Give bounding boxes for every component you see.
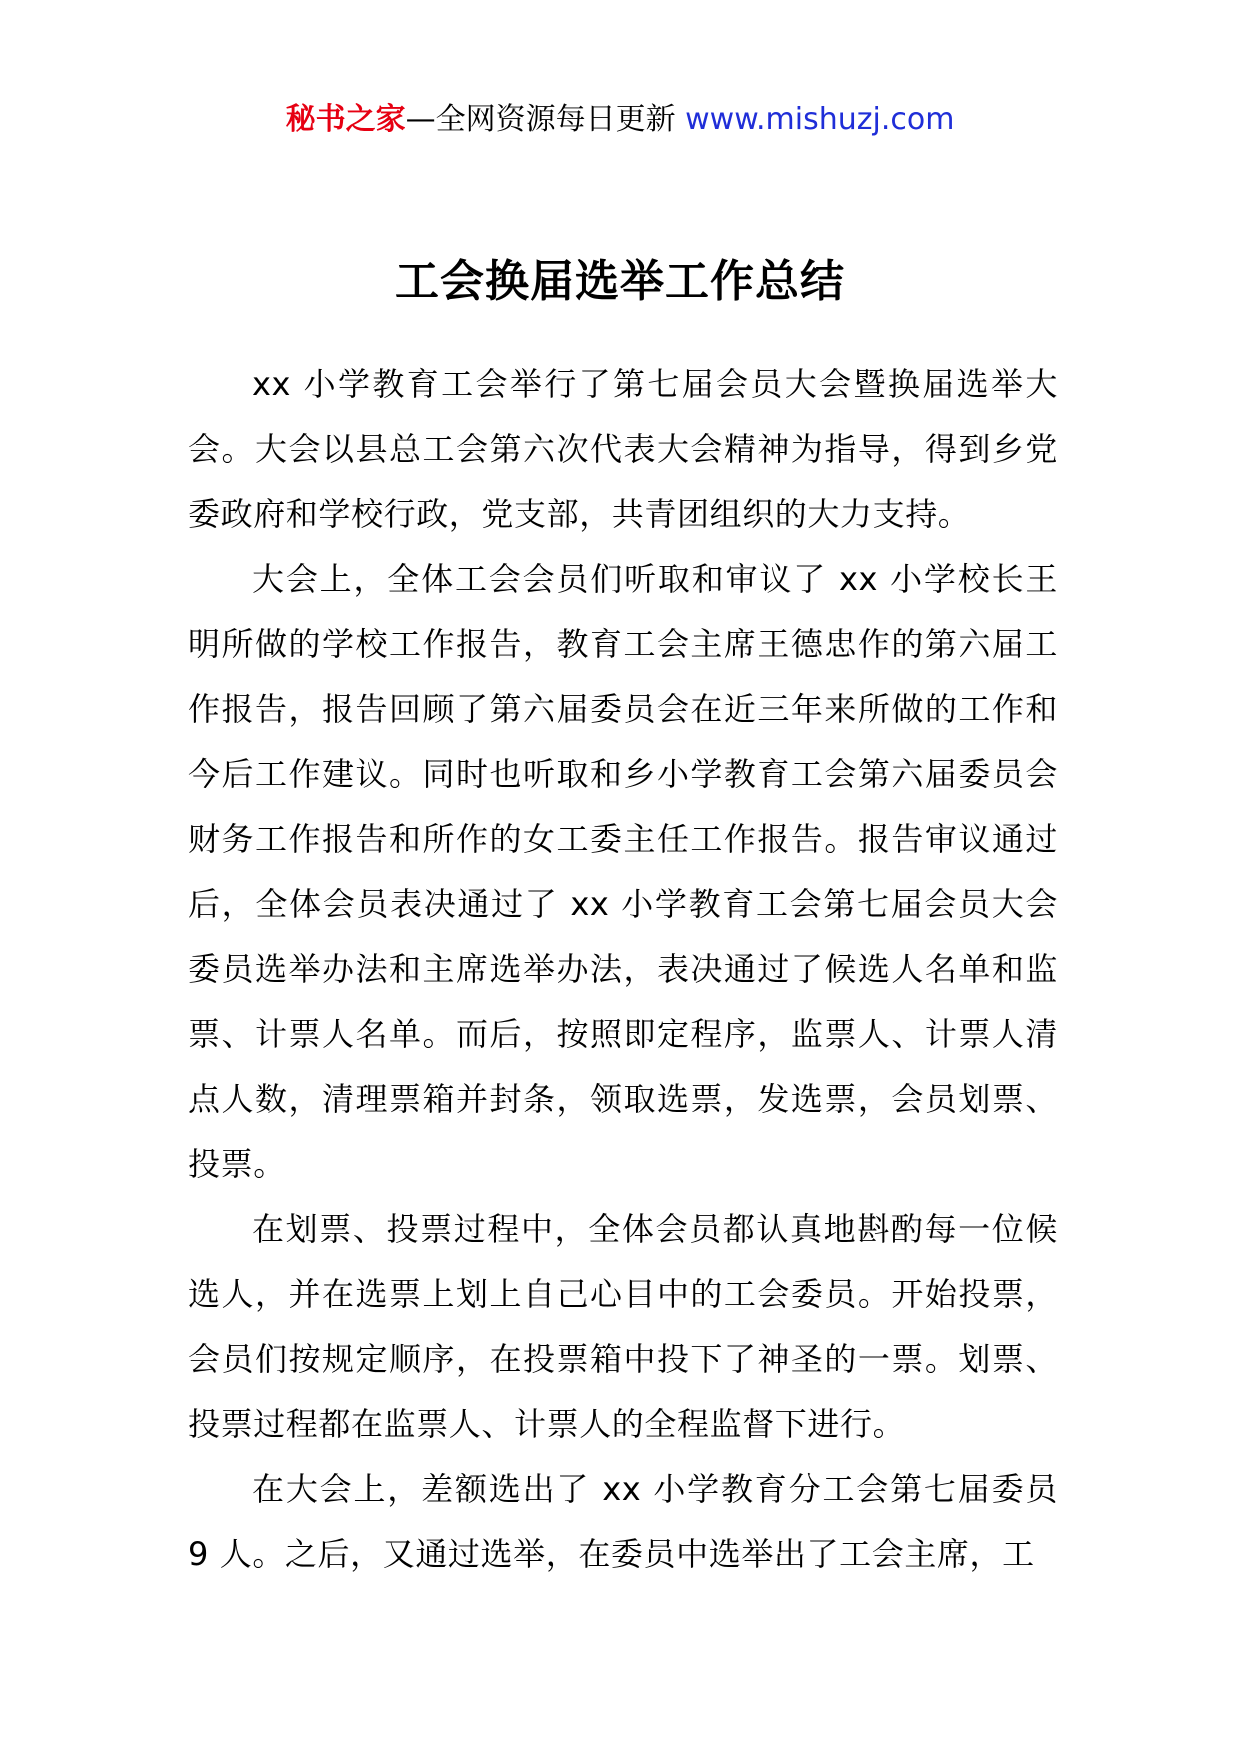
paragraph-4: 在大会上，差额选出了 xx 小学教育分工会第七届委员 9 人。之后，又通过选举，在委员中选举出了工会主席，工	[188, 1470, 1058, 1573]
brand-name: 秘书之家	[285, 102, 406, 137]
document-title: 工会换届选举工作总结	[395, 256, 845, 307]
header-slogan: —全网资源每日更新	[405, 102, 686, 137]
paragraph-3: 在划票、投票过程中，全体会员都认真地斟酌每一位候选人，并在选票上划上自己心目中的工会委员。开始投票，会员们按规定顺序，在投票箱中投下了神圣的一票。划票、投票过程都在监票人、计票人的全程监督下进行。	[188, 1210, 1058, 1443]
site-header	[0, 98, 1240, 142]
paragraph-1: xx 小学教育工会举行了第七届会员大会暨换届选举大会。大会以县总工会第六次代表大会精神为指导，得到乡党委政府和学校行政，党支部，共青团组织的大力支持。	[188, 365, 1058, 533]
document-body	[188, 352, 1058, 1587]
site-url-link[interactable]: www.mishuzj.com	[685, 102, 955, 137]
paragraph-2: 大会上，全体工会会员们听取和审议了 xx 小学校长王明所做的学校工作报告，教育工会主席王德忠作的第六届工作报告，报告回顾了第六届委员会在近三年来所做的工作和今后工作建议。同时也听取和乡小学教育工会第六届委员会财务工作报告和所作的女工委主任工作报告。报告审议通过后，全体会员表决通过了 xx 小学教育工会第七届会员大会委员选举办法和主席选举办法，表决通过了候选人名单和监票、计票人名单。而后，按照即定程序，监票人、计票人清点人数，清理票箱并封条，领取选票，发选票，会员划票、投票。	[188, 560, 1058, 1183]
